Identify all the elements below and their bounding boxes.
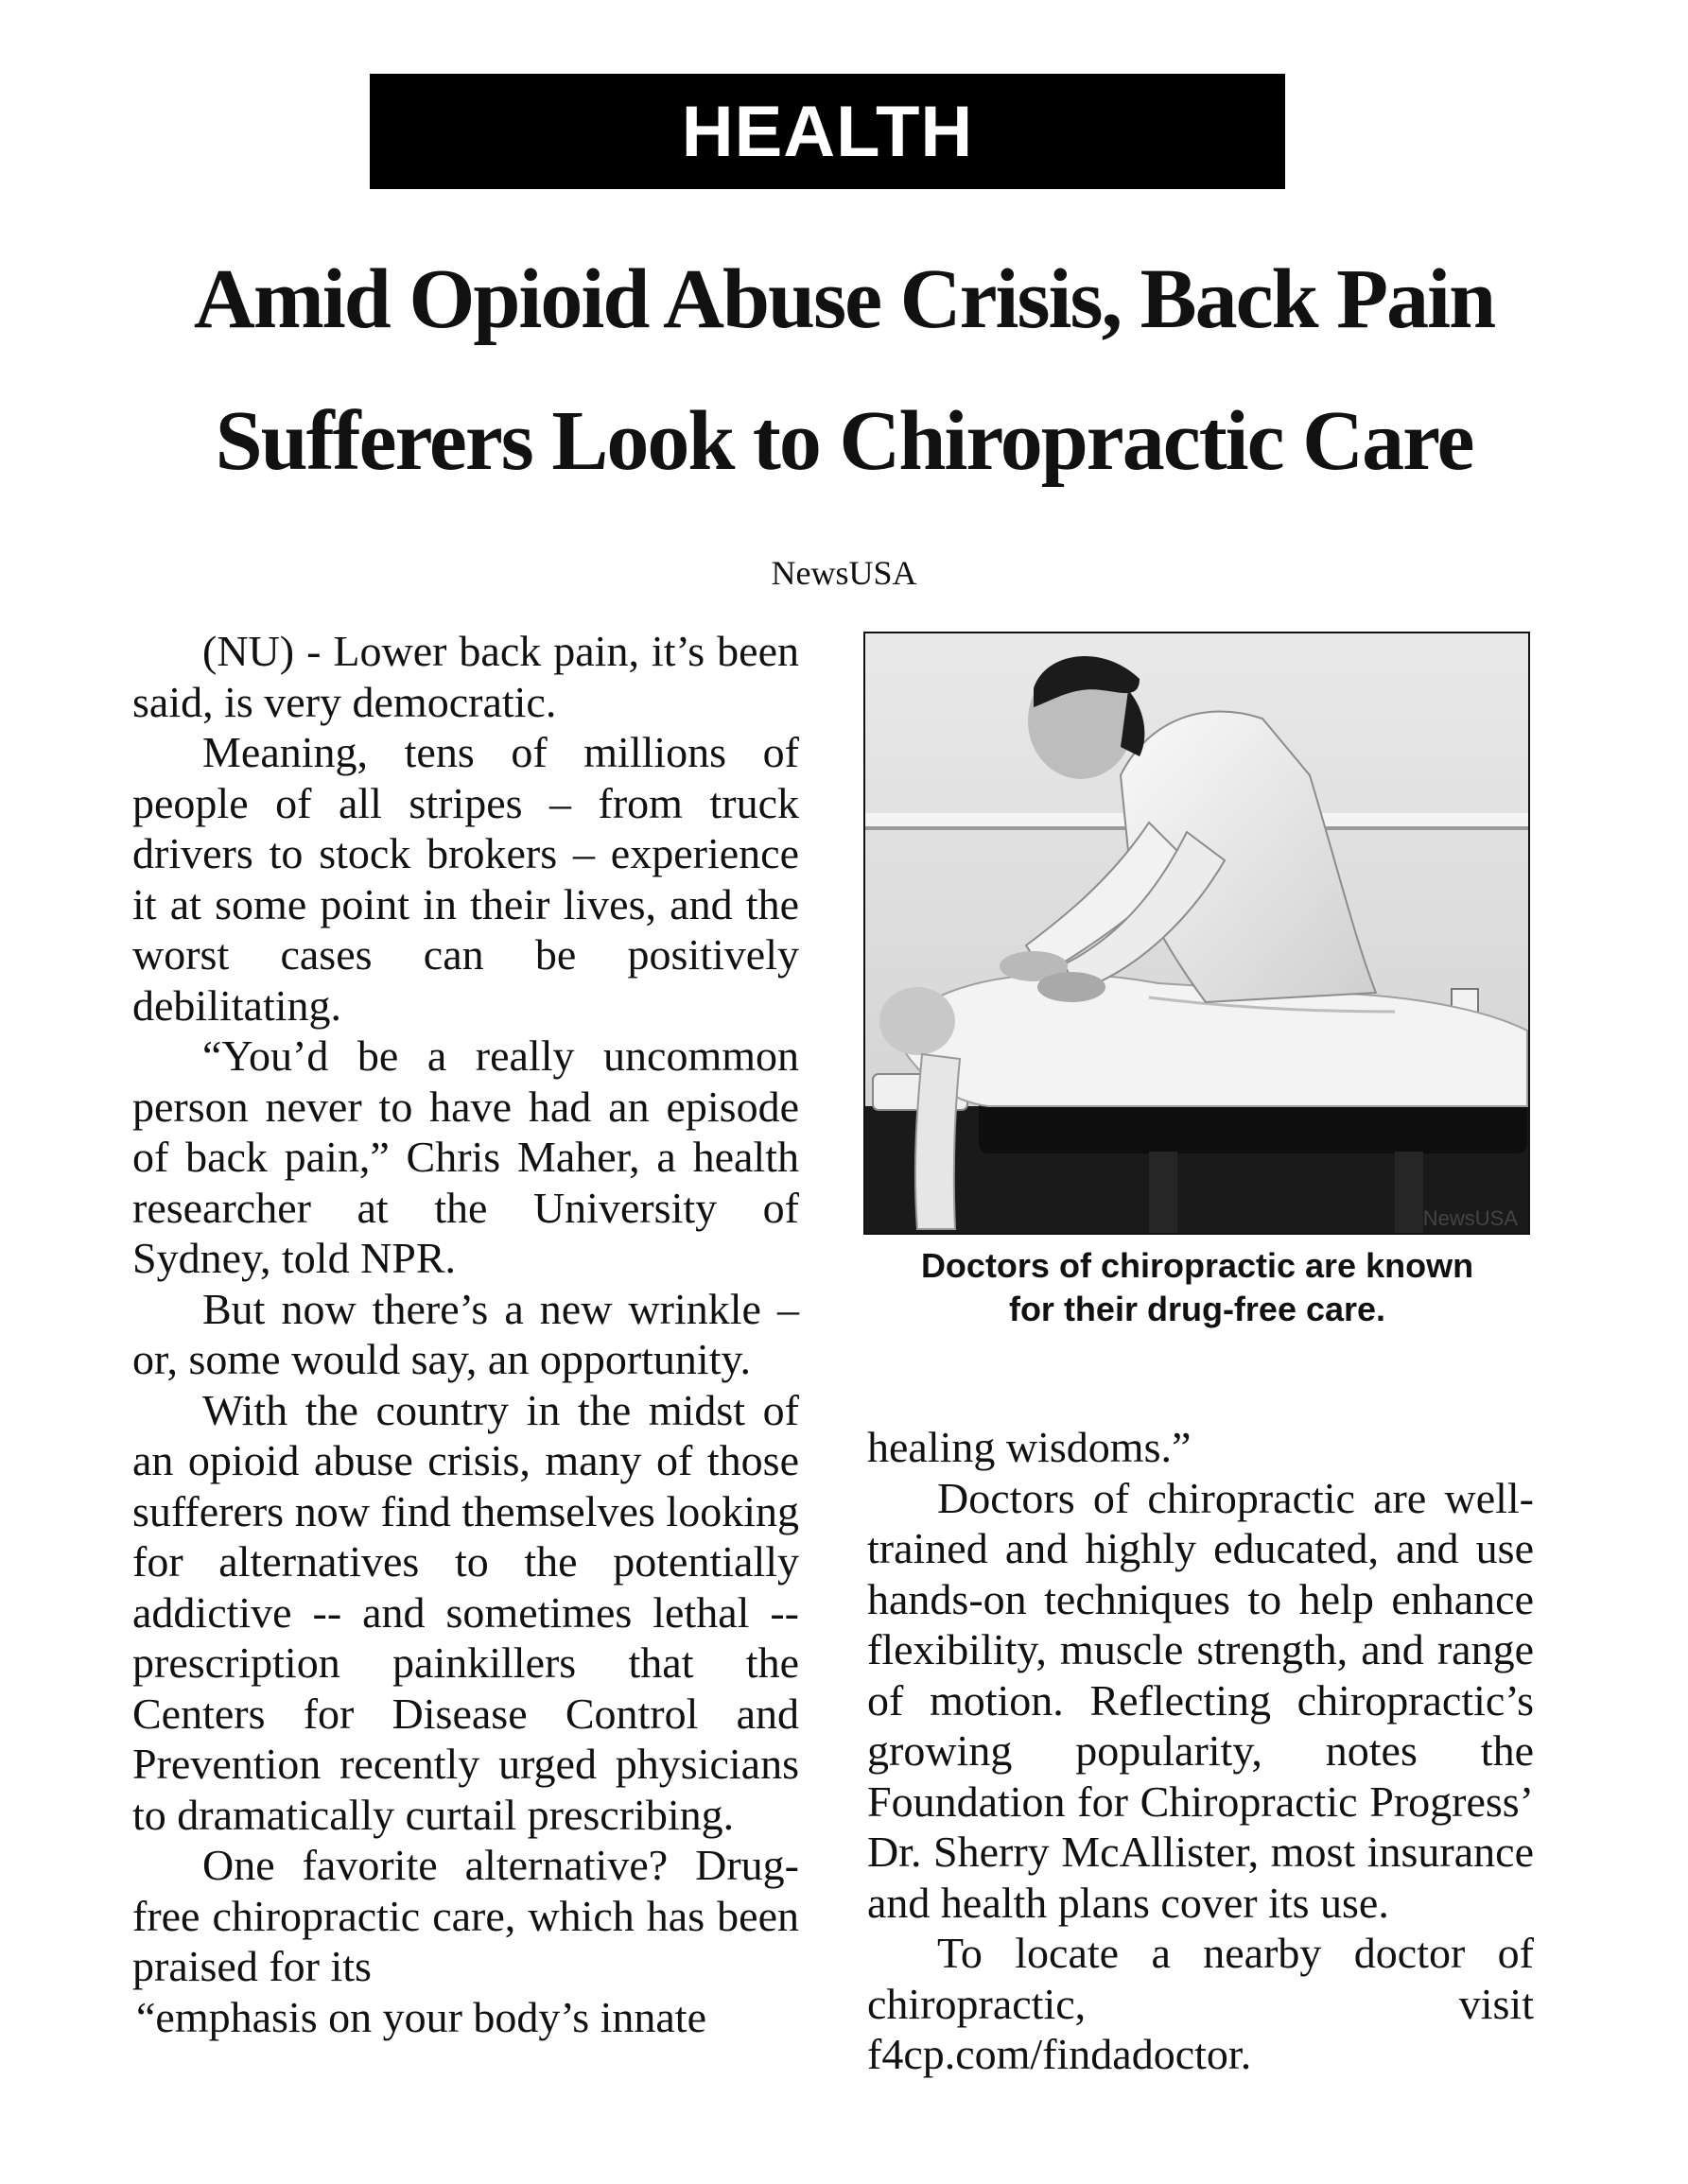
paragraph: One favorite alternative? Drug-free chiropractic care, which has been praised for its bbox=[132, 1841, 799, 1990]
section-label: HEALTH bbox=[681, 91, 974, 172]
chiropractor-adjusting-patient-illustration bbox=[865, 633, 1528, 1233]
section-banner bbox=[370, 74, 1285, 189]
photo-credit: NewsUSA bbox=[1422, 1206, 1518, 1230]
photo-caption bbox=[856, 1244, 1539, 1331]
chiropractic-photo bbox=[863, 632, 1530, 1235]
caption-line-2: for their drug-free care. bbox=[1008, 1290, 1386, 1328]
paragraph: With the country in the midst of an opioid abuse crisis, many of those sufferers now find themselves looking for alternatives to the potentially addictive -- and sometimes lethal -- prescription painkillers that the Centers for Disease Control and Prevention recently urged physicians to dramatically curtail prescribing. bbox=[132, 1385, 799, 1839]
headline bbox=[76, 229, 1612, 512]
caption-line-1: Doctors of chiropractic are known bbox=[920, 1246, 1474, 1285]
paragraph: “You’d be a really uncommon person never to have had an episode of back pain,” Chris Maher, a health researcher at the University of Sydney, told NPR. bbox=[132, 1031, 799, 1282]
headline-line-2: Sufferers Look to Chiropractic Care bbox=[215, 394, 1473, 488]
headline-line-1: Amid Opioid Abuse Crisis, Back Pain bbox=[193, 252, 1495, 346]
paragraph: healing wisdoms.” bbox=[867, 1423, 1192, 1471]
article-column-left bbox=[132, 626, 799, 2042]
paragraph: “emphasis on your body’s innate bbox=[136, 1992, 707, 2041]
paragraph: Meaning, tens of millions of people of all stripes – from truck drivers to stock brokers – experience it at some point in their lives, and the worst cases can be positively debilitating. bbox=[132, 728, 799, 1030]
paragraph: (NU) - Lower back pain, it’s been said, is very democratic. bbox=[132, 627, 799, 726]
paragraph: But now there’s a new wrinkle – or, some would say, an opportunity. bbox=[132, 1284, 799, 1383]
paragraph: To locate a nearby doctor of chiropractic, visit f4cp.com/findadoctor. bbox=[867, 1929, 1534, 2078]
paragraph: Doctors of chiropractic are well-trained and highly educated, and use hands-on techniques to help enhance flexibility, muscle strength, and range of motion. Reflecting chiropractic’s growing popularity, notes the Foundation for Chiropractic Progress’ Dr. Sherry McAllister, most insurance and health plans cover its use. bbox=[867, 1473, 1534, 1927]
article-column-right bbox=[867, 1422, 1534, 2080]
byline: NewsUSA bbox=[771, 554, 917, 592]
